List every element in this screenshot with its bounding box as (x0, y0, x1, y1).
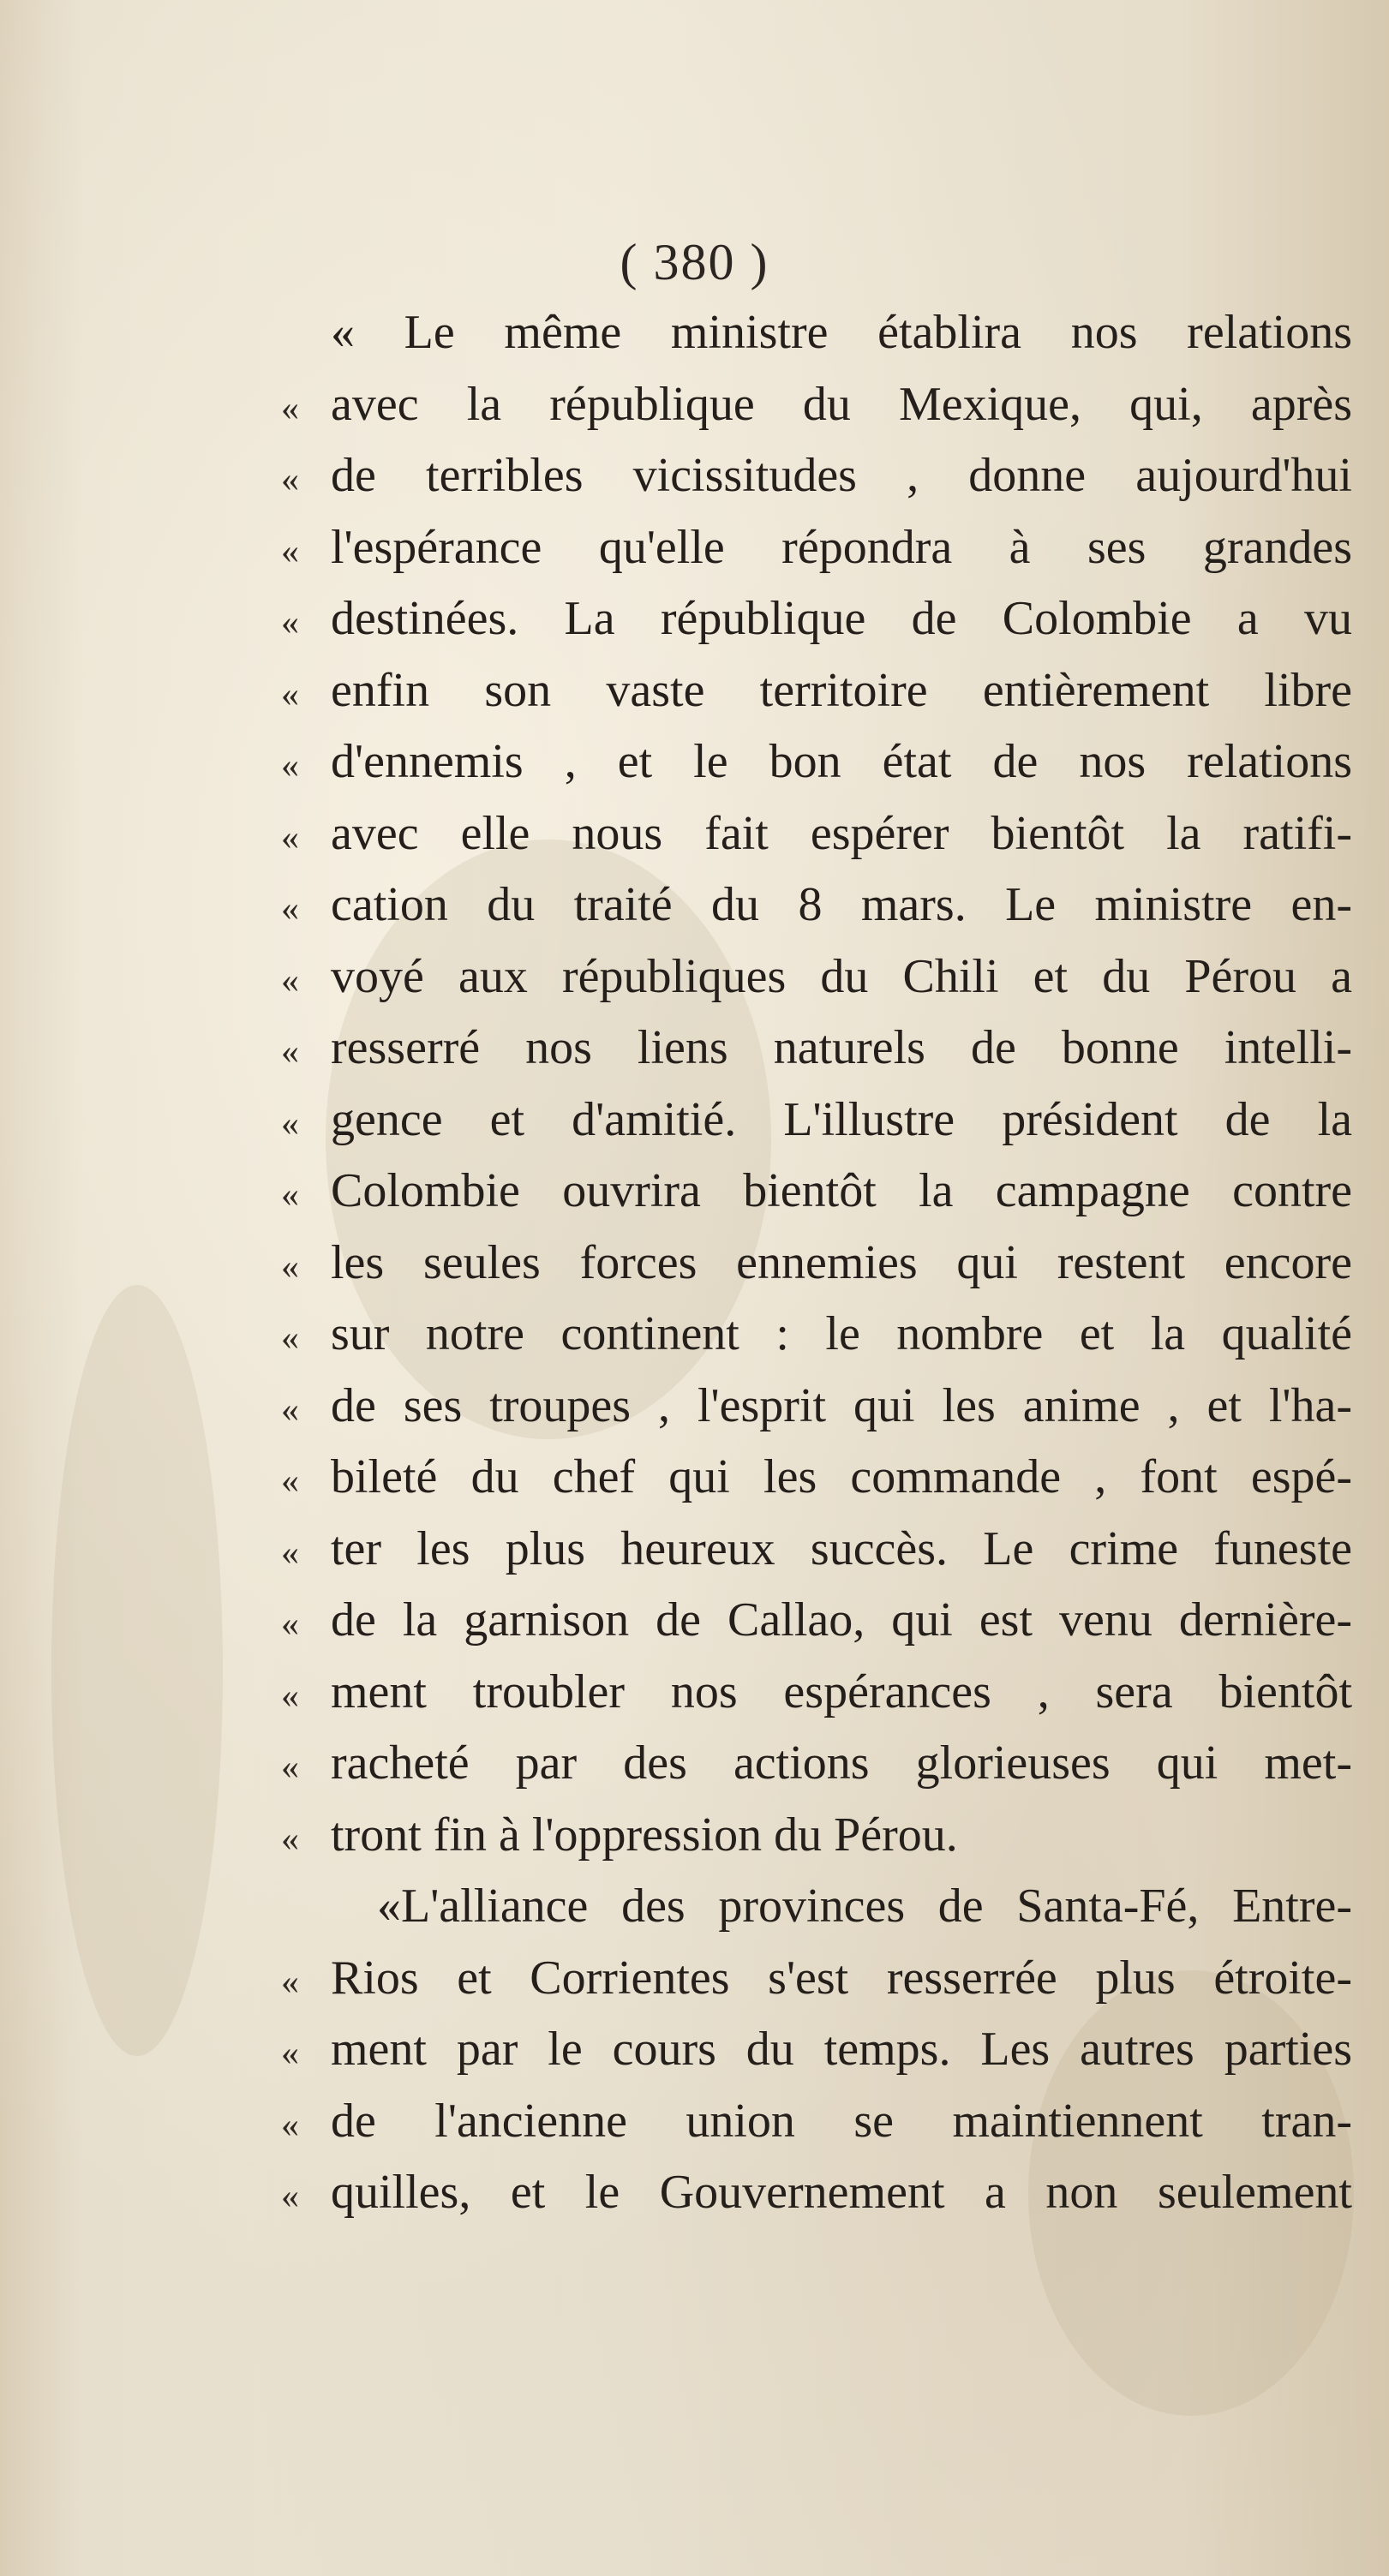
quote-mark: « (281, 1103, 299, 1144)
line-text: ment troubler nos espérances , sera bientôt (331, 1665, 1352, 1718)
line-text: tront fin à l'oppression du Pérou. (331, 1808, 958, 1862)
quote-mark: « (281, 1461, 299, 1501)
text-line (281, 1665, 1352, 1736)
line-text: de l'ancienne union se maintiennent tran- (331, 2094, 1352, 2148)
text-line (281, 1020, 1352, 1092)
line-text: destinées. La république de Colombie a vu (331, 592, 1352, 645)
line-text: avec la république du Mexique, qui, après (331, 377, 1352, 431)
quote-mark: « (281, 1175, 299, 1215)
quote-mark: « (281, 2034, 299, 2073)
quote-mark: « (281, 1032, 299, 1072)
line-text: «L'alliance des provinces de Santa-Fé, Entre- (377, 1880, 1352, 1933)
line-text: ter les plus heureux succès. Le crime funeste (331, 1521, 1352, 1575)
quote-mark: « (281, 1390, 299, 1430)
line-text: voyé aux républiques du Chili et du Pérou a (331, 949, 1352, 1003)
text-line (281, 520, 1352, 592)
text-line (281, 1235, 1352, 1307)
line-text: racheté par des actions glorieuses qui met- (331, 1736, 1352, 1790)
quote-mark: « (281, 1533, 299, 1573)
quote-mark: « (281, 1318, 299, 1358)
line-text: d'ennemis , et le bon état de nos relations (331, 735, 1352, 788)
quote-mark: « (281, 746, 299, 786)
quote-mark: « (281, 1748, 299, 1787)
text-line (281, 1593, 1352, 1665)
line-text: resserré nos liens naturels de bonne intelli- (331, 1021, 1352, 1074)
text-line (281, 1449, 1352, 1521)
text-line (281, 1736, 1352, 1808)
line-text: Colombie ouvrira bientôt la campagne contre (331, 1164, 1352, 1217)
quote-mark: « (281, 2177, 299, 2216)
quote-mark: « (281, 889, 299, 929)
quote-mark: « (281, 1676, 299, 1716)
quote-mark: « (281, 817, 299, 858)
quote-mark: « (281, 1605, 299, 1644)
page-number: ( 380 ) (620, 234, 769, 290)
text-line (281, 1092, 1352, 1164)
paper-stain (51, 1285, 223, 2056)
line-text: de la garnison de Callao, qui est venu dernière- (331, 1593, 1352, 1647)
text-line (281, 734, 1352, 806)
line-text: quilles, et le Gouvernement a non seulement (331, 2166, 1352, 2219)
text-line (281, 1378, 1352, 1450)
line-text: gence et d'amitié. L'illustre président de la (331, 1092, 1352, 1146)
line-text: sur notre continent : le nombre et la qualité (331, 1307, 1352, 1360)
text-line (281, 1306, 1352, 1378)
line-text: avec elle nous fait espérer bientôt la ratifi- (331, 806, 1352, 860)
quote-mark: « (281, 460, 299, 499)
text-line (281, 1521, 1352, 1593)
line-text: de ses troupes , l'esprit qui les anime , et l'ha- (331, 1378, 1352, 1432)
line-text: « Le même ministre établira nos relations (331, 306, 1352, 359)
text-line (281, 2165, 1352, 2237)
line-text: enfin son vaste territoire entièrement libre (331, 663, 1352, 717)
line-text: les seules forces ennemies qui restent encore (331, 1235, 1352, 1289)
line-text: bileté du chef qui les commande , font espé- (331, 1450, 1352, 1503)
quote-mark: « (281, 674, 299, 714)
text-line (281, 448, 1352, 520)
quote-mark: « (281, 388, 299, 428)
text-line (281, 877, 1352, 949)
text-line (281, 1879, 1352, 1951)
line-text: Rios et Corrientes s'est resserrée plus étroite- (331, 1951, 1352, 2005)
text-line (281, 377, 1352, 449)
quote-mark: « (281, 1819, 299, 1859)
line-text: ment par le cours du temps. Les autres parties (331, 2023, 1352, 2076)
quote-mark: « (281, 2105, 299, 2145)
quote-mark: « (281, 603, 299, 643)
quote-mark: « (281, 960, 299, 1001)
text-line (281, 2094, 1352, 2166)
text-line (281, 2022, 1352, 2094)
text-line (281, 1808, 1352, 1880)
quote-mark: « (281, 1962, 299, 2002)
quote-mark: « (281, 531, 299, 571)
quote-mark: « (281, 1246, 299, 1287)
text-line (281, 663, 1352, 735)
text-line (281, 949, 1352, 1021)
text-line (281, 1163, 1352, 1235)
line-text: cation du traité du 8 mars. Le ministre en- (331, 878, 1352, 931)
text-line (281, 591, 1352, 663)
line-text: l'espérance qu'elle répondra à ses grandes (331, 520, 1352, 574)
body-text (281, 305, 1352, 2237)
text-line (281, 1951, 1352, 2023)
text-line (281, 806, 1352, 878)
line-text: de terribles vicissitudes , donne aujourd'hui (331, 449, 1352, 502)
text-line (281, 305, 1352, 377)
